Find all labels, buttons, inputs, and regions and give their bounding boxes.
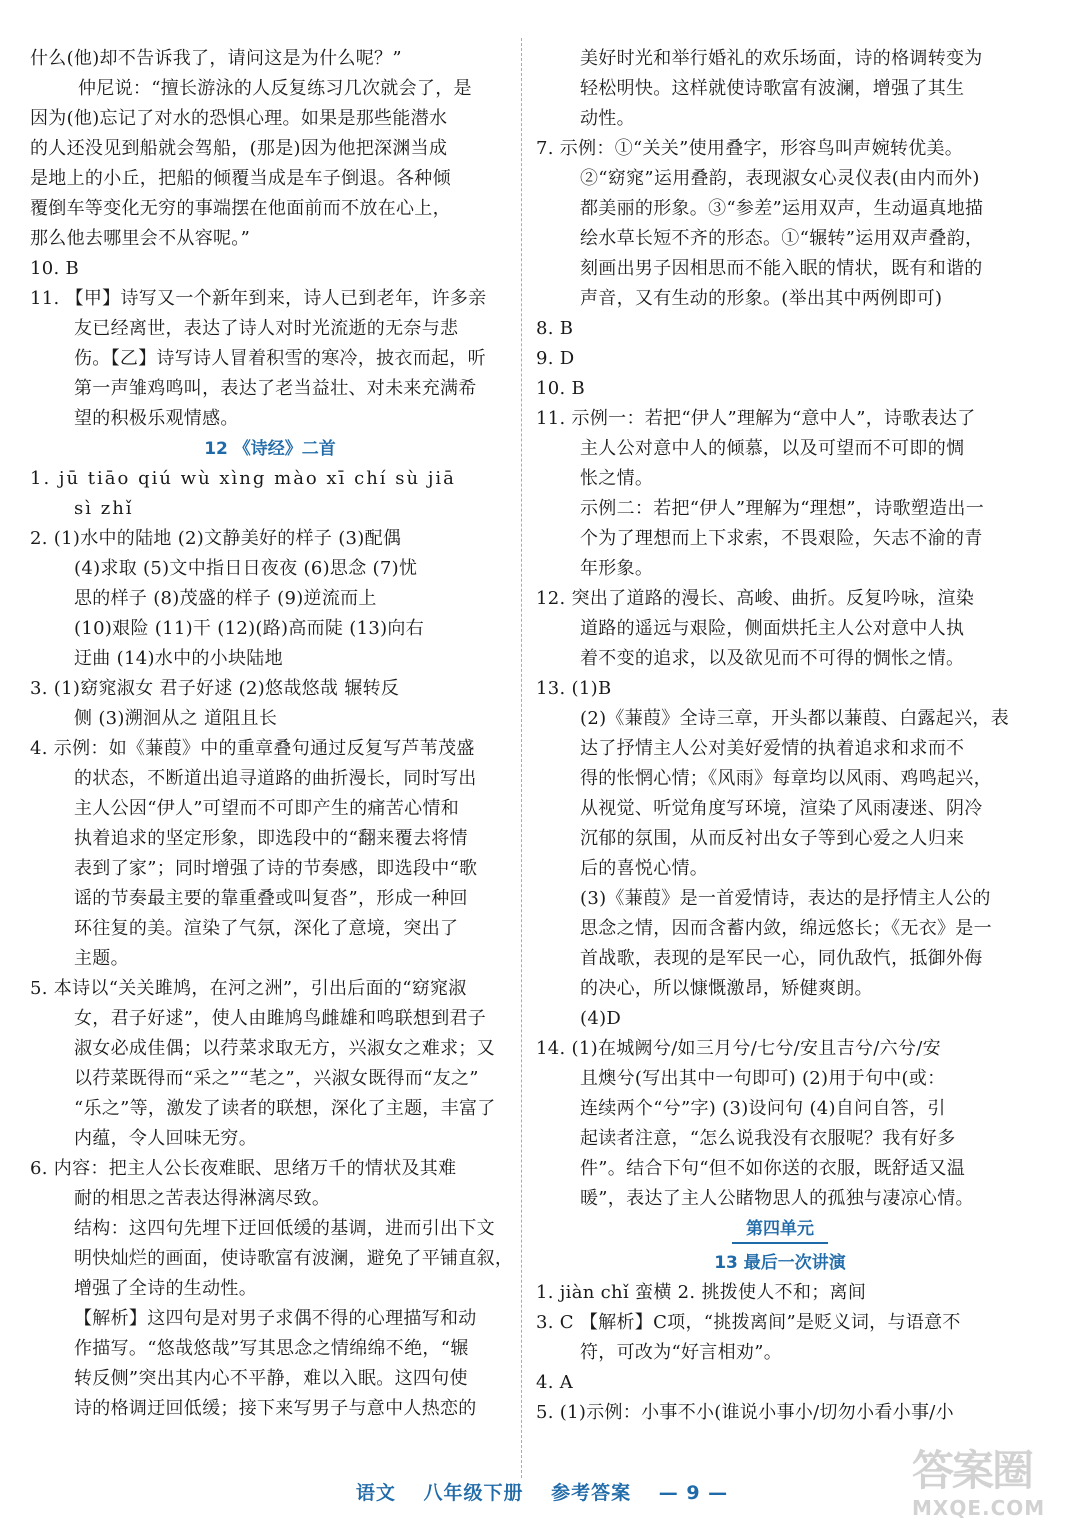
- text-line: 13. (1)B: [536, 678, 612, 699]
- text-line: 3. (1)窈窕淑女 君子好逑 (2)悠哉悠哉 辗转反: [30, 678, 400, 699]
- text-line: 4. 示例：如《蒹葭》中的重章叠句通过反复写芦苇茂盛: [30, 738, 475, 759]
- text-line: 11. 示例一：若把“伊人”理解为“意中人”，诗歌表达了: [536, 408, 976, 429]
- text-line: 侧 (3)溯洄从之 道阻且长: [74, 708, 278, 729]
- text-line: 思念之情，因而含蓄内敛，绵远悠长；《无衣》是一: [580, 918, 992, 939]
- text-line: 14. (1)在城阙兮/如三月兮/七兮/安且吉兮/六兮/安: [536, 1038, 941, 1059]
- text-line: 暖”，表达了主人公睹物思人的孤独与凄凉心情。: [580, 1188, 974, 1209]
- text-line: 的人还没见到船就会驾船，(那是)因为他把深渊当成: [30, 138, 448, 159]
- text-line: 作描写。“悠哉悠哉”写其思念之情绵绵不绝，“辗: [74, 1338, 469, 1359]
- text-line: 起读者注意，“怎么说我没有衣服呢？我有好多: [580, 1128, 956, 1149]
- text-line: 主题。: [74, 948, 129, 969]
- text-line: 转反侧”突出其内心不平静，难以入眠。这四句使: [74, 1368, 468, 1389]
- text-line: 达了抒情主人公对美好爱情的执着追求和求而不: [580, 738, 965, 759]
- text-line: 7. 示例：①“关关”使用叠字，形容鸟叫声婉转优美。: [536, 138, 964, 159]
- text-line: 12. 突出了道路的漫长、高峻、曲折。反复吟咏，渲染: [536, 588, 975, 609]
- text-line: 1. jiàn chǐ 蛮横 2. 挑拨使人不和；离间: [536, 1282, 867, 1303]
- text-line: 主人公因“伊人”可望而不可即产生的痛苦心情和: [74, 798, 460, 819]
- text-line: 动性。: [580, 108, 635, 129]
- watermark: [912, 1446, 1062, 1530]
- text-line: 执着追求的坚定形象，即选段中的“翻来覆去将情: [74, 828, 468, 849]
- left-column: [30, 44, 514, 1424]
- text-line: 首战歌，表现的是军民一心，同仇敌忾，抵御外侮: [580, 948, 983, 969]
- text-line: 3. C 【解析】C项，“挑拨离间”是贬义词，与语意不: [536, 1312, 961, 1333]
- text-line: 仲尼说：“擅长游泳的人反复练习几次就会了，是: [78, 78, 472, 99]
- text-line: 淑女必成佳偶；以荇菜求取无方，兴淑女之难求；又: [74, 1038, 495, 1059]
- text-line: 刻画出男子因相思而不能入眠的情状，既有和谐的: [580, 258, 983, 279]
- footer-page-number: — 9 —: [658, 1482, 729, 1504]
- text-line: 增强了全诗的生动性。: [74, 1278, 257, 1299]
- text-line: (2)《蒹葭》全诗三章，开头都以蒹葭、白露起兴，表: [580, 708, 1009, 729]
- text-line: 6. 内容：把主人公长夜难眠、思绪万千的情状及其难: [30, 1158, 457, 1179]
- text-line: 得的怅惘心情；《风雨》每章均以风雨、鸡鸣起兴，: [580, 768, 992, 789]
- text-line: 诗的格调迂回低缓；接下来写男子与意中人热恋的: [74, 1398, 477, 1419]
- text-line: 伤。【乙】诗写诗人冒着积雪的寒冷，披衣而起，听: [74, 348, 486, 369]
- text-line: 声音，又有生动的形象。(举出其中两例即可): [580, 288, 943, 309]
- text-line: 的决心，所以慷慨激昂，矫健爽朗。: [580, 978, 873, 999]
- text-line: 耐的相思之苦表达得淋漓尽致。: [74, 1188, 331, 1209]
- text-line: 年形象。: [580, 558, 654, 579]
- text-line: (10)艰险 (11)干 (12)(路)高而陡 (13)向右: [74, 618, 425, 639]
- text-line: 4. A: [536, 1372, 574, 1393]
- text-line: 主人公对意中人的倾慕，以及可望而不可即的惆: [580, 438, 965, 459]
- footer-grade: 八年级下册: [423, 1482, 524, 1504]
- text-line: 都美丽的形象。③“参差”运用双声，生动逼真地描: [580, 198, 984, 219]
- text-line: 道路的遥远与艰险，侧面烘托主人公对意中人执: [580, 618, 965, 639]
- unit-heading: 第四单元: [732, 1216, 828, 1244]
- text-line: 且燠兮(写出其中一句即可) (2)用于句中(或：: [580, 1068, 946, 1089]
- column-divider: [521, 38, 522, 1478]
- text-line: 10. B: [30, 258, 80, 279]
- text-line: 覆倒车等变化无穷的事端摆在他面前而不放在心上，: [30, 198, 451, 219]
- text-line: 女，君子好逑”，使人由雎鸠鸟雌雄和鸣联想到君子: [74, 1008, 487, 1029]
- text-line: 9. D: [536, 348, 575, 369]
- footer-subject: 语文: [355, 1482, 396, 1504]
- text-line: 友已经离世，表达了诗人对时光流逝的无奈与悲: [74, 318, 459, 339]
- text-line: 望的积极乐观情感。: [74, 408, 239, 429]
- text-line: 件”。结合下句“但不如你送的衣服，既舒适又温: [580, 1158, 966, 1179]
- text-line: 着不变的追求，以及欲见而不可得的惆怅之情。: [580, 648, 965, 669]
- text-line: 2. (1)水中的陆地 (2)文静美好的样子 (3)配偶: [30, 528, 402, 549]
- text-line: 怅之情。: [580, 468, 654, 489]
- unit-heading-block: [536, 1216, 1024, 1248]
- text-line: 轻松明快。这样就使诗歌富有波澜，增强了其生: [580, 78, 965, 99]
- text-line: ②“窈窕”运用叠韵，表现淑女心灵仪表(由内而外): [580, 168, 980, 189]
- text-line: “乐之”等，激发了读者的联想，深化了主题，丰富了: [74, 1098, 496, 1119]
- text-line: 【解析】这四句是对男子求偶不得的心理描写和动: [74, 1308, 477, 1329]
- text-line: 绘水草长短不齐的形态。①“辗转”运用双声叠韵，: [580, 228, 984, 249]
- text-line: 明快灿烂的画面，使诗歌富有波澜，避免了平铺直叙，: [74, 1248, 514, 1269]
- text-line: 是地上的小丘，把船的倾覆当成是车子倒退。各种倾: [30, 168, 451, 189]
- text-line: 第一声雏鸡鸣叫，表达了老当益壮、对未来充满希: [74, 378, 477, 399]
- text-line: 连续两个“兮”字) (3)设问句 (4)自问自答，引: [580, 1098, 946, 1119]
- text-line: 的状态，不断道出追寻道路的曲折漫长，同时写出: [74, 768, 477, 789]
- text-line: 美好时光和举行婚礼的欢乐场面，诗的格调转变为: [580, 48, 983, 69]
- text-line: 表到了家”；同时增强了诗的节奏感，即选段中“歌: [74, 858, 478, 879]
- text-line: 因为(他)忘记了对水的恐惧心理。如果是那些能潜水: [30, 108, 448, 129]
- text-line: 迂曲 (14)水中的小块陆地: [74, 648, 283, 669]
- text-line: 1. jū tiāo qiú wù xìng mào xī chí sù jiā: [30, 468, 456, 489]
- text-line: 内蕴，令人回味无穷。: [74, 1128, 257, 1149]
- text-line: sì zhǐ: [74, 498, 134, 519]
- text-line: 结构：这四句先埋下迂回低缓的基调，进而引出下文: [74, 1218, 495, 1239]
- watermark-logo: 答案圈: [912, 1446, 1033, 1495]
- lesson-heading: 12 《诗经》二首: [204, 439, 336, 459]
- text-line: 5. 本诗以“关关雎鸠，在河之洲”，引出后面的“窈窕淑: [30, 978, 467, 999]
- text-line: 沉郁的氛围，从而反衬出女子等到心爱之人归来: [580, 828, 965, 849]
- text-line: 从视觉、听觉角度写环境，渲染了风雨凄迷、阴冷: [580, 798, 983, 819]
- text-line: 思的样子 (8)茂盛的样子 (9)逆流而上: [74, 588, 377, 609]
- watermark-url: MXQE.COM: [912, 1496, 1046, 1520]
- text-line: 环往复的美。渲染了气氛，深化了意境，突出了: [74, 918, 459, 939]
- right-column: [536, 44, 1024, 1428]
- text-line: 谣的节奏最主要的靠重叠或叫复沓”，形成一种回: [74, 888, 468, 909]
- text-line: 示例二：若把“伊人”理解为“理想”，诗歌塑造出一: [580, 498, 985, 519]
- footer-section: 参考答案: [551, 1482, 632, 1504]
- lesson-heading: 13 最后一次讲演: [714, 1253, 846, 1273]
- text-line: 以荇菜既得而“采之”“芼之”，兴淑女既得而“友之”: [74, 1068, 479, 1089]
- text-line: (4)D: [580, 1008, 622, 1029]
- text-line: 11. 【甲】诗写又一个新年到来，诗人已到老年，许多亲: [30, 288, 487, 309]
- text-line: 5. (1)示例：小事不小(谁说小事小/切勿小看小事/小: [536, 1402, 954, 1423]
- text-line: 10. B: [536, 378, 586, 399]
- text-line: 后的喜悦心情。: [580, 858, 709, 879]
- text-line: (3)《蒹葭》是一首爱情诗，表达的是抒情主人公的: [580, 888, 991, 909]
- text-line: 8. B: [536, 318, 574, 339]
- text-line: 个为了理想而上下求索，不畏艰险，矢志不渝的青: [580, 528, 983, 549]
- text-line: 符，可改为“好言相劝”。: [580, 1342, 783, 1363]
- text-line: 什么(他)却不告诉我了，请问这是为什么呢？”: [30, 48, 402, 69]
- text-line: 那么他去哪里会不从容呢。”: [30, 228, 251, 249]
- text-line: (4)求取 (5)文中指日日夜夜 (6)思念 (7)忧: [74, 558, 418, 579]
